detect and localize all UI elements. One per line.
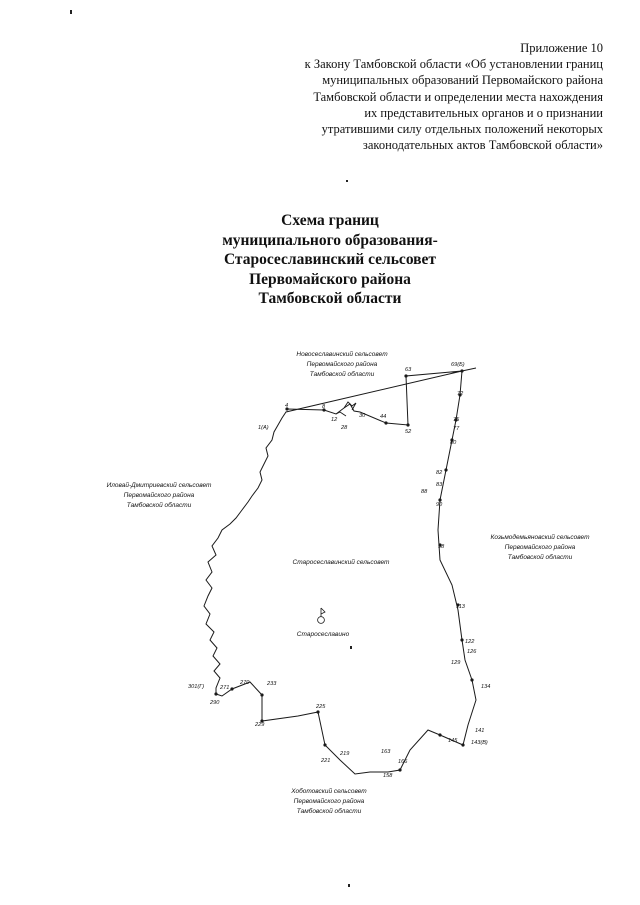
title-line: Первомайского района (249, 270, 411, 288)
point-number: 163 (381, 749, 391, 755)
point-number: 219 (340, 751, 350, 757)
point-number: 122 (465, 639, 475, 645)
point-number: 270 (240, 680, 250, 686)
appendix-line: законодательных актов Тамбовской области» (362, 138, 603, 153)
point-number: 233 (267, 681, 277, 687)
settlement-marker (318, 608, 325, 623)
point-number: 80 (450, 440, 457, 446)
point-number: 158 (383, 773, 393, 779)
appendix-line: их представительных органов и о признании (364, 105, 603, 120)
neighbor-east-label (491, 533, 591, 561)
neighbor-south-line: Тамбовской области (296, 808, 362, 815)
title-line: Тамбовской области (258, 290, 402, 307)
neighbor-north-line: Тамбовской области (309, 371, 375, 378)
point-number: 28 (341, 425, 348, 431)
neighbor-north-line: Первомайского района (306, 361, 378, 368)
point-number: 83 (436, 482, 443, 488)
boundary-notch (336, 402, 356, 416)
point-number: 75 (453, 417, 460, 423)
neighbor-north-line: Новосеславинский сельсовет (296, 351, 388, 358)
appendix-line: Тамбовской области и определении места нахождения (313, 89, 603, 104)
point-number: 141 (475, 728, 485, 734)
flag-icon (321, 608, 325, 614)
appendix-line: муниципальных образований Первомайского района (322, 73, 603, 88)
neighbor-west-line: Первомайского района (123, 492, 195, 499)
point-number: 134 (481, 684, 491, 690)
point-number: 145 (448, 738, 458, 744)
neighbor-east-line: Козьмодемьяновский сельсовет (490, 534, 590, 541)
point-number: 301(Г) (188, 684, 205, 690)
neighbor-north-label (296, 350, 388, 378)
point-number: 290 (210, 700, 220, 706)
territory-label: Старосеславинский сельсовет (292, 559, 390, 566)
appendix-line: к Закону Тамбовской области «Об установлении границ (304, 57, 603, 72)
neighbor-south-label (290, 787, 367, 815)
neighbor-west-line: Тамбовской области (126, 502, 192, 509)
point-number: 8 (322, 404, 326, 410)
title-line: Схема границ (281, 212, 379, 229)
point-number: 63 (405, 367, 412, 373)
neighbor-south-line: Первомайского района (293, 798, 365, 805)
appendix-line: Приложение 10 (520, 41, 603, 55)
point-number: 129 (451, 660, 461, 666)
point-number: 143(В) (471, 740, 488, 746)
neighbor-west-label (107, 481, 212, 509)
settlement-label: Старосеславино (296, 631, 350, 638)
neighbor-south-line: Хоботовский сельсовет (291, 788, 367, 795)
point-number: 88 (421, 489, 428, 495)
neighbor-east-line: Тамбовской области (507, 554, 573, 561)
point-number: 12 (331, 417, 338, 423)
point-number: 72 (457, 391, 464, 397)
point-number: 1(А) (258, 425, 269, 431)
boundary-line (204, 368, 476, 774)
neighbor-west-line: Иловай-Дмитриевский сельсовет (106, 482, 212, 489)
point-number: 221 (321, 758, 331, 764)
point-number: 77 (453, 426, 460, 432)
point-number: 69(Б) (451, 362, 465, 368)
point-number: 225 (316, 704, 326, 710)
point-number: 271 (220, 685, 230, 691)
title-line: Старосеславинский сельсовет (223, 251, 437, 268)
point-number: 126 (467, 649, 477, 655)
point-number: 44 (380, 414, 387, 420)
point-number: 113 (456, 604, 465, 610)
point-number: 166 (398, 759, 408, 765)
appendix-line: утратившими силу отдельных положений некоторых (321, 122, 603, 137)
point-number: 30 (359, 413, 366, 419)
neighbor-east-line: Первомайского района (504, 544, 576, 551)
point-number: 98 (438, 544, 445, 550)
settlement-circle (318, 617, 325, 624)
point-number: 229 (255, 722, 265, 728)
point-number: 90 (436, 502, 443, 508)
point-number: 4 (285, 403, 289, 409)
title-line: муниципального образования- (222, 231, 438, 249)
map-speck (350, 646, 352, 649)
point-number: 82 (436, 470, 443, 476)
point-number: 52 (405, 429, 412, 435)
